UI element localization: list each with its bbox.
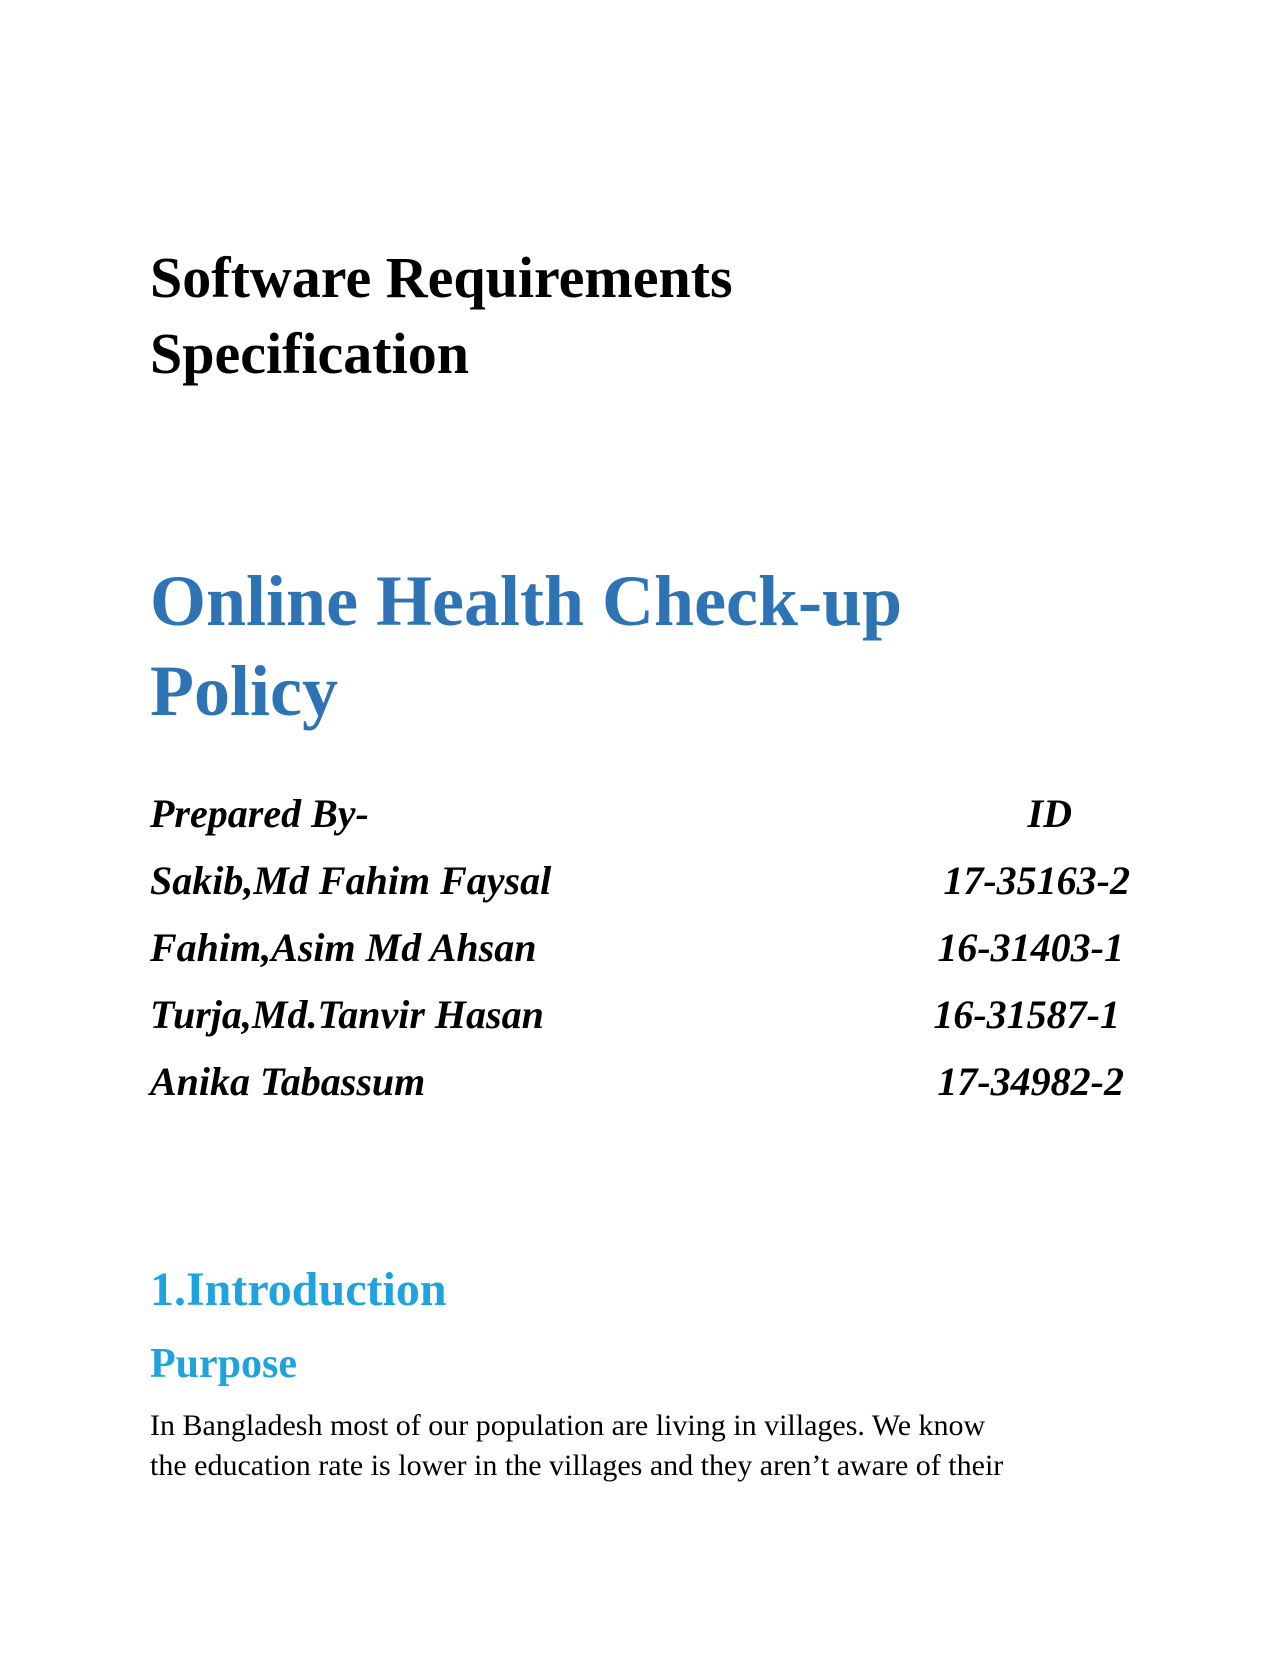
purpose-paragraph-line-1: In Bangladesh most of our population are living in villages. We know — [150, 1409, 986, 1442]
member-name: Anika Tabassum — [150, 1059, 426, 1104]
document-title-line-1: Software Requirements — [150, 245, 733, 310]
document-title-line-2: Specification — [150, 321, 469, 386]
purpose-paragraph-line-2: the education rate is lower in the villages and they aren’t aware of their — [150, 1449, 1004, 1482]
document-title — [150, 240, 1050, 392]
team-members-table — [150, 790, 1130, 1125]
purpose-subheading: Purpose — [150, 1341, 297, 1387]
member-id: 17-34982-2 — [937, 1059, 1124, 1104]
purpose-paragraph — [150, 1406, 1130, 1486]
team-member-row — [150, 991, 1130, 1058]
prepared-by-label: Prepared By- — [150, 791, 369, 836]
member-id: 16-31587-1 — [933, 992, 1120, 1037]
project-title-line-1: Online Health Check-up — [150, 561, 903, 641]
member-name: Turja,Md.Tanvir Hasan — [150, 992, 544, 1037]
member-name: Fahim,Asim Md Ahsan — [150, 925, 537, 970]
team-member-row — [150, 857, 1130, 924]
introduction-heading: 1.Introduction — [150, 1263, 447, 1316]
project-title-line-2: Policy — [150, 651, 338, 731]
member-name: Sakib,Md Fahim Faysal — [150, 858, 552, 903]
team-member-row — [150, 1058, 1130, 1125]
member-id: 17-35163-2 — [943, 858, 1130, 903]
id-column-label: ID — [1027, 791, 1072, 836]
project-title — [150, 556, 1150, 736]
member-id: 16-31403-1 — [937, 925, 1124, 970]
team-header-row — [150, 790, 1130, 857]
team-member-row — [150, 924, 1130, 991]
